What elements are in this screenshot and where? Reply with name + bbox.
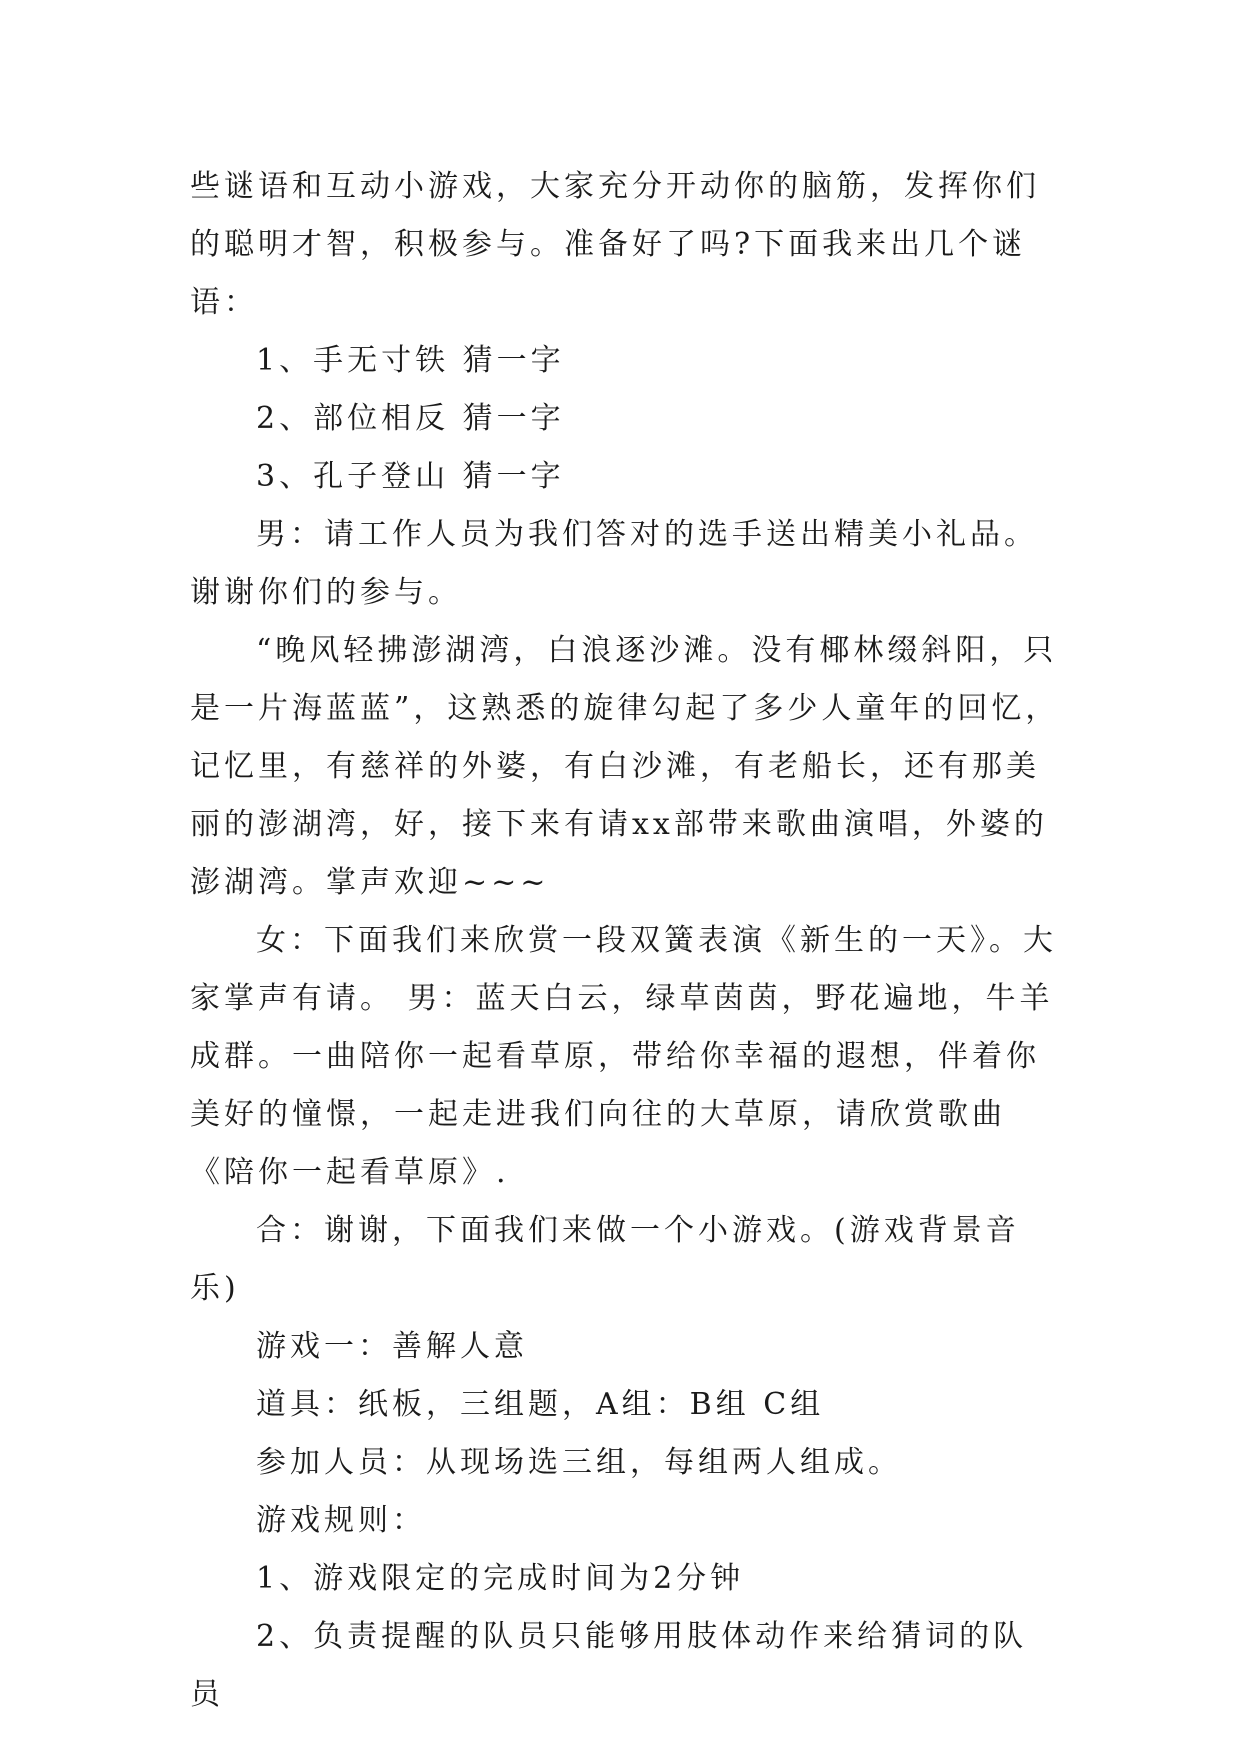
paragraph-game-intro: 合：谢谢，下面我们来做一个小游戏。(游戏背景音乐) [190, 1213, 1020, 1306]
paragraph-1: 些谜语和互动小游戏，大家充分开动你的脑筋，发挥你们的聪明才智，积极参与。准备好了吗?下面我来出几个谜语： [190, 169, 1040, 320]
game-title: 游戏一：善解人意 [256, 1329, 528, 1364]
riddle-1: 1、手无寸铁 猜一字 [256, 343, 565, 378]
game-props: 道具：纸板，三组题，A组：B组 C组 [256, 1387, 825, 1422]
riddle-3: 3、孔子登山 猜一字 [256, 459, 565, 494]
paragraph-male-thanks: 男：请工作人员为我们答对的选手送出精美小礼品。谢谢你们的参与。 [190, 517, 1038, 610]
game-rule-2: 2、负责提醒的队员只能够用肢体动作来给猜词的队员 [190, 1619, 1028, 1712]
paragraph-song-intro: “晚风轻拂澎湖湾，白浪逐沙滩。没有椰林缀斜阳，只是一片海蓝蓝”，这熟悉的旋律勾起了多少人童年的回忆，记忆里，有慈祥的外婆，有白沙滩，有老船长，还有那美丽的澎湖湾，好，接下来有请xx部带来歌曲演唱，外婆的澎湖湾。掌声欢迎~~~ [190, 633, 1060, 900]
game-rules-heading: 游戏规则： [256, 1503, 426, 1538]
game-participants: 参加人员：从现场选三组，每组两人组成。 [256, 1445, 902, 1480]
document-body [190, 158, 1060, 1724]
game-rule-1: 1、游戏限定的完成时间为2分钟 [256, 1561, 745, 1596]
paragraph-performance-intro: 女：下面我们来欣赏一段双簧表演《新生的一天》。大家掌声有请。 男：蓝天白云，绿草茵茵，野花遍地，牛羊成群。一曲陪你一起看草原，带给你幸福的遐想，伴着你美好的憧憬，一起走进我们向往的大草原，请欣赏歌曲《陪你一起看草原》. [190, 923, 1057, 1190]
riddle-2: 2、部位相反 猜一字 [256, 401, 565, 436]
